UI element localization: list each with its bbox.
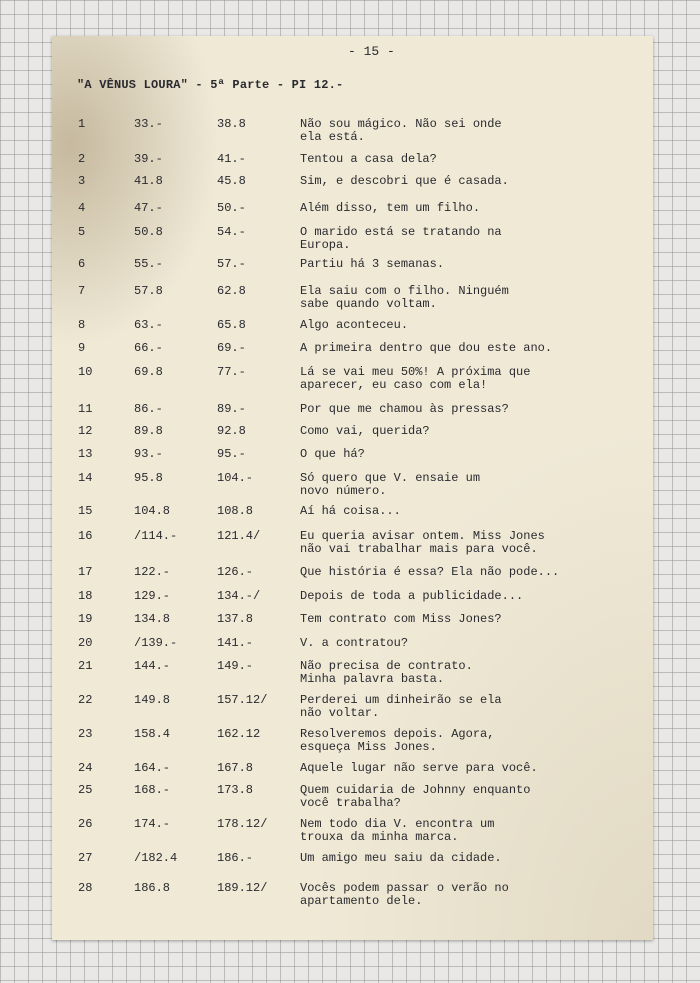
timecode-in: /114.- <box>134 529 178 543</box>
timecode-out: 167.8 <box>217 761 254 775</box>
timecode-in: 47.- <box>134 201 163 215</box>
row-number: 4 <box>78 201 86 215</box>
timecode-out: 50.- <box>217 201 246 215</box>
subtitle-text: Aquele lugar não serve para você. <box>300 761 538 775</box>
row-number: 5 <box>78 225 86 239</box>
timecode-in: 95.8 <box>134 471 163 485</box>
timecode-out: 157.12/ <box>217 693 268 707</box>
timecode-in: 69.8 <box>134 365 163 379</box>
subtitle-text: Quem cuidaria de Johnny enquanto você trabalha? <box>300 783 531 810</box>
timecode-out: 92.8 <box>217 424 246 438</box>
timecode-out: 137.8 <box>217 612 254 626</box>
subtitle-text: Lá se vai meu 50%! A próxima que aparecer, eu caso com ela! <box>300 365 531 392</box>
timecode-out: 41.- <box>217 152 246 166</box>
row-number: 13 <box>78 447 93 461</box>
timecode-in: 134.8 <box>134 612 171 626</box>
timecode-out: 65.8 <box>217 318 246 332</box>
timecode-in: 168.- <box>134 783 171 797</box>
subtitle-text: O marido está se tratando na Europa. <box>300 225 502 252</box>
subtitle-text: Resolveremos depois. Agora, esqueça Miss Jones. <box>300 727 495 754</box>
timecode-in: 164.- <box>134 761 171 775</box>
timecode-in: 104.8 <box>134 504 171 518</box>
document-header: "A VÊNUS LOURA" - 5ª Parte - PI 12.- <box>77 78 344 92</box>
timecode-out: 38.8 <box>217 117 246 131</box>
subtitle-text: Nem todo dia V. encontra um trouxa da minha marca. <box>300 817 495 844</box>
row-number: 18 <box>78 589 93 603</box>
subtitle-text: Só quero que V. ensaie um novo número. <box>300 471 481 498</box>
page-number: - 15 - <box>348 44 395 59</box>
row-number: 26 <box>78 817 93 831</box>
timecode-out: 189.12/ <box>217 881 268 895</box>
row-number: 16 <box>78 529 93 543</box>
row-number: 22 <box>78 693 93 707</box>
timecode-out: 186.- <box>217 851 254 865</box>
row-number: 9 <box>78 341 86 355</box>
row-number: 14 <box>78 471 93 485</box>
subtitle-text: Partiu há 3 semanas. <box>300 257 445 271</box>
timecode-in: /182.4 <box>134 851 178 865</box>
timecode-out: 57.- <box>217 257 246 271</box>
subtitle-text: Um amigo meu saiu da cidade. <box>300 851 502 865</box>
timecode-in: 129.- <box>134 589 171 603</box>
timecode-out: 95.- <box>217 447 246 461</box>
timecode-in: 66.- <box>134 341 163 355</box>
subtitle-text: Por que me chamou às pressas? <box>300 402 509 416</box>
timecode-out: 126.- <box>217 565 254 579</box>
timecode-out: 149.- <box>217 659 254 673</box>
subtitle-text: Vocês podem passar o verão no apartamento dele. <box>300 881 509 908</box>
row-number: 2 <box>78 152 86 166</box>
timecode-in: 144.- <box>134 659 171 673</box>
subtitle-text: Como vai, querida? <box>300 424 430 438</box>
timecode-out: 162.12 <box>217 727 261 741</box>
timecode-in: 174.- <box>134 817 171 831</box>
timecode-in: /139.- <box>134 636 178 650</box>
row-number: 3 <box>78 174 86 188</box>
subtitle-text: Que história é essa? Ela não pode... <box>300 565 560 579</box>
row-number: 21 <box>78 659 93 673</box>
subtitle-text: O que há? <box>300 447 365 461</box>
subtitle-text: Não precisa de contrato. Minha palavra basta. <box>300 659 473 686</box>
timecode-out: 141.- <box>217 636 254 650</box>
timecode-out: 108.8 <box>217 504 254 518</box>
row-number: 11 <box>78 402 93 416</box>
row-number: 27 <box>78 851 93 865</box>
row-number: 28 <box>78 881 93 895</box>
row-number: 15 <box>78 504 93 518</box>
timecode-in: 122.- <box>134 565 171 579</box>
row-number: 24 <box>78 761 93 775</box>
timecode-in: 93.- <box>134 447 163 461</box>
timecode-in: 186.8 <box>134 881 171 895</box>
subtitle-text: Algo aconteceu. <box>300 318 409 332</box>
timecode-in: 55.- <box>134 257 163 271</box>
subtitle-text: Depois de toda a publicidade... <box>300 589 524 603</box>
timecode-out: 45.8 <box>217 174 246 188</box>
timecode-out: 54.- <box>217 225 246 239</box>
timecode-in: 33.- <box>134 117 163 131</box>
timecode-out: 77.- <box>217 365 246 379</box>
row-number: 23 <box>78 727 93 741</box>
row-number: 6 <box>78 257 86 271</box>
timecode-in: 158.4 <box>134 727 171 741</box>
row-number: 8 <box>78 318 86 332</box>
subtitle-text: A primeira dentro que dou este ano. <box>300 341 553 355</box>
row-number: 25 <box>78 783 93 797</box>
timecode-in: 41.8 <box>134 174 163 188</box>
document-page <box>52 36 653 940</box>
subtitle-text: Ela saiu com o filho. Ninguém sabe quando voltam. <box>300 284 509 311</box>
timecode-out: 121.4/ <box>217 529 261 543</box>
timecode-in: 57.8 <box>134 284 163 298</box>
row-number: 12 <box>78 424 93 438</box>
row-number: 1 <box>78 117 86 131</box>
timecode-out: 89.- <box>217 402 246 416</box>
subtitle-text: Perderei um dinheirão se ela não voltar. <box>300 693 502 720</box>
subtitle-text: Sim, e descobri que é casada. <box>300 174 509 188</box>
timecode-out: 69.- <box>217 341 246 355</box>
subtitle-text: Tem contrato com Miss Jones? <box>300 612 502 626</box>
timecode-in: 39.- <box>134 152 163 166</box>
timecode-in: 86.- <box>134 402 163 416</box>
timecode-in: 63.- <box>134 318 163 332</box>
timecode-out: 104.- <box>217 471 254 485</box>
row-number: 20 <box>78 636 93 650</box>
subtitle-text: Não sou mágico. Não sei onde ela está. <box>300 117 502 144</box>
row-number: 7 <box>78 284 86 298</box>
row-number: 17 <box>78 565 93 579</box>
timecode-in: 89.8 <box>134 424 163 438</box>
subtitle-text: Aí há coisa... <box>300 504 401 518</box>
row-number: 19 <box>78 612 93 626</box>
timecode-out: 178.12/ <box>217 817 268 831</box>
timecode-out: 173.8 <box>217 783 254 797</box>
subtitle-text: Além disso, tem um filho. <box>300 201 481 215</box>
timecode-in: 149.8 <box>134 693 171 707</box>
subtitle-text: Eu queria avisar ontem. Miss Jones não vai trabalhar mais para você. <box>300 529 545 556</box>
row-number: 10 <box>78 365 93 379</box>
subtitle-text: Tentou a casa dela? <box>300 152 437 166</box>
timecode-in: 50.8 <box>134 225 163 239</box>
subtitle-text: V. a contratou? <box>300 636 409 650</box>
timecode-out: 62.8 <box>217 284 246 298</box>
timecode-out: 134.-/ <box>217 589 261 603</box>
